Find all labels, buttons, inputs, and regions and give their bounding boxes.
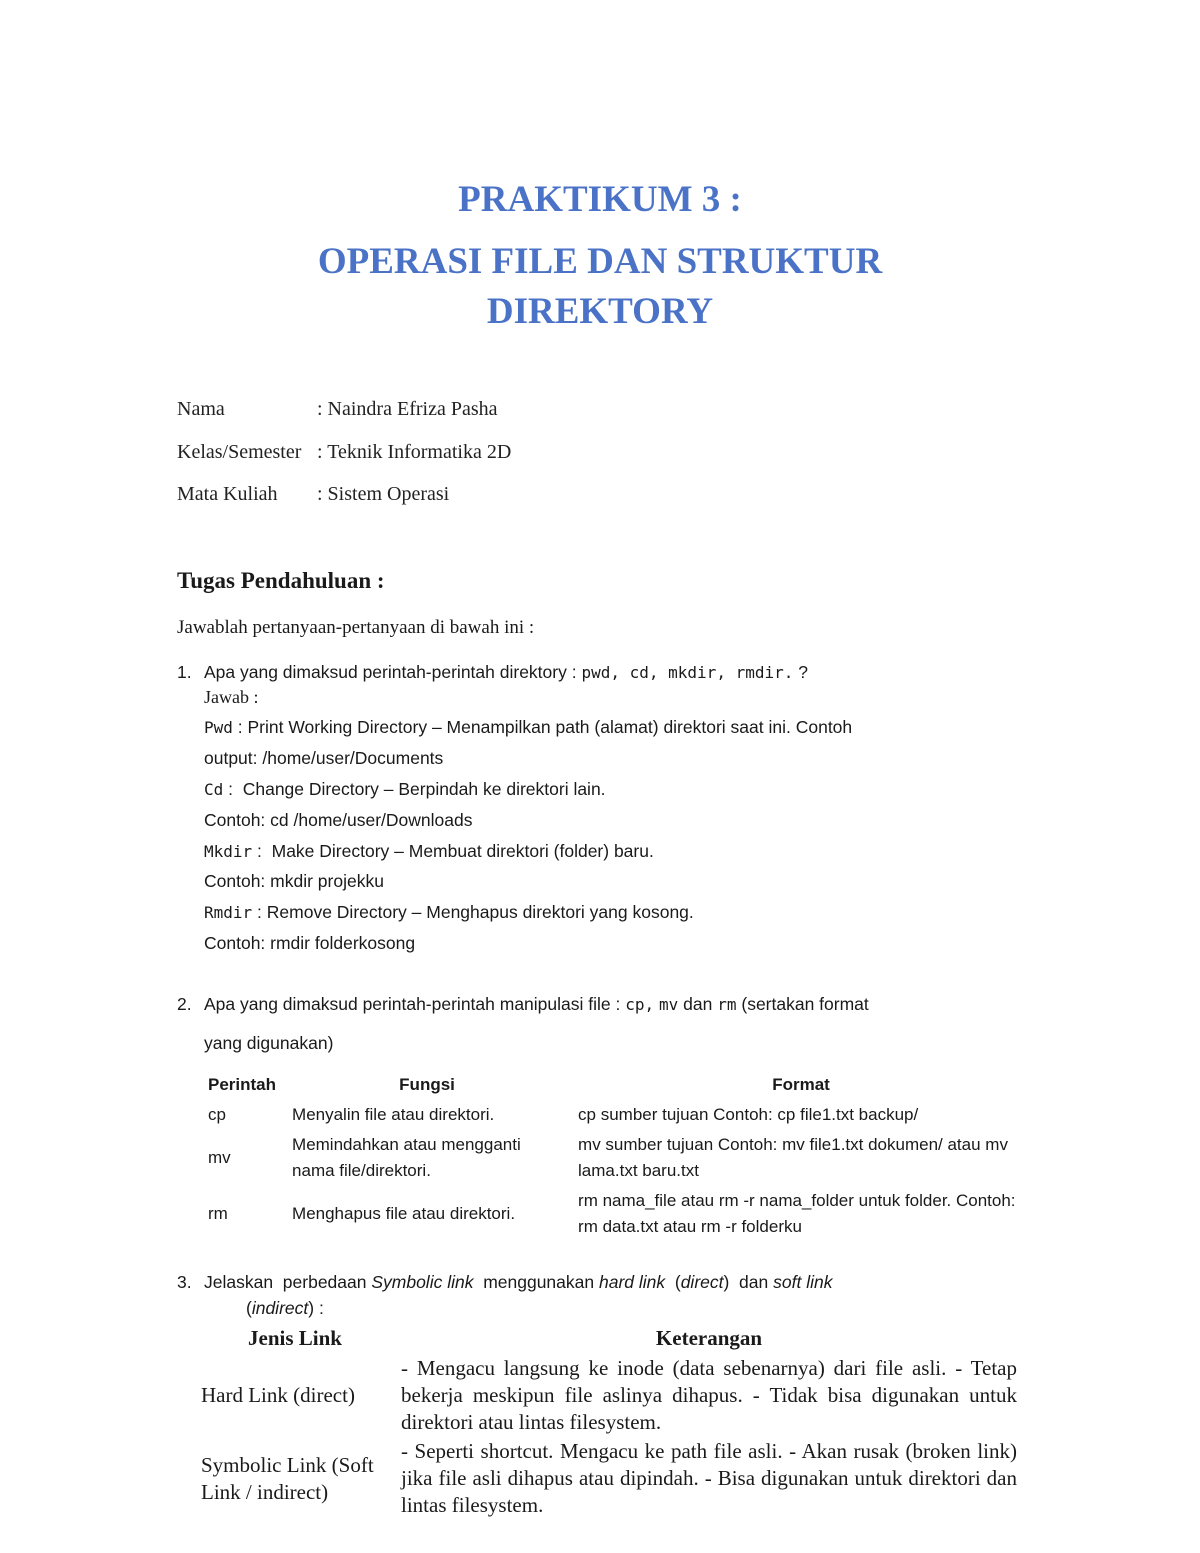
table-header-fungsi: Fungsi [399, 1075, 455, 1094]
q1-item-mkdir [204, 841, 654, 862]
q2-number: 2. [177, 994, 192, 1014]
identity-class-value: : Teknik Informatika 2D [317, 441, 512, 463]
title-line-2: OPERASI FILE DAN STRUKTUR [317, 241, 883, 282]
q3-part-3: ( [665, 1272, 681, 1292]
q3-italic-symbolic: Symbolic link [371, 1272, 474, 1292]
q3-line2-open: ( [246, 1298, 252, 1318]
table-cell-jenis: Hard Link (direct) [201, 1383, 355, 1407]
q1-item-mkdir-cmd: Mkdir [204, 842, 253, 861]
q1-text: Apa yang dimaksud perintah-perintah direktory : [204, 662, 577, 682]
identity-name-label: Nama [177, 398, 225, 420]
q1-item-mkdir-desc: Make Directory – Membuat direktori (folder) baru. [271, 841, 654, 861]
q1-item-rmdir-sep: : [252, 902, 267, 922]
table-cell-keterangan: - Seperti shortcut. Mengacu ke path file asli. - Akan rusak (broken link) jika file asli dihapus atau dipindah. - Bisa digunakan untuk direktori dan lintas filesystem. [401, 1439, 1017, 1517]
identity-course-value: : Sistem Operasi [317, 483, 450, 505]
identity-name [177, 398, 497, 421]
identity-class [177, 441, 511, 464]
q1-item-cd-cmd: Cd [204, 780, 224, 799]
section-heading: Tugas Pendahuluan : [177, 568, 385, 593]
table-header-perintah: Perintah [208, 1075, 277, 1094]
title-line-1: PRAKTIKUM 3 : [458, 179, 742, 220]
q3-part-1: Jelaskan perbedaan [204, 1272, 372, 1292]
table-header-row [195, 1322, 1023, 1354]
q1-answer-label: Jawab : [204, 687, 259, 707]
q2-line-2: yang digunakan) [204, 1033, 334, 1053]
q3-italic-indirect: indirect [251, 1298, 309, 1318]
identity-course [177, 483, 449, 506]
q1-number: 1. [177, 662, 192, 682]
q1-item-pwd-desc: Print Working Directory – Menampilkan path (alamat) direktori saat ini. Contoh [247, 717, 853, 737]
q2-cmd-cp: cp, [625, 995, 655, 1014]
table-cell-format: rm nama_file atau rm -r nama_folder untuk folder. Contoh: rm data.txt atau rm -r folderku [578, 1191, 1016, 1236]
table-cell-format: cp sumber tujuan Contoh: cp file1.txt backup/ [578, 1105, 919, 1124]
q3-line-2 [246, 1298, 324, 1319]
table-cell-fungsi: Menghapus file atau direktori. [292, 1204, 516, 1223]
table-row [195, 1437, 1023, 1520]
table-cell-fungsi: Menyalin file atau direktori. [292, 1105, 495, 1124]
q2-question [204, 994, 869, 1015]
table-row [200, 1186, 1032, 1242]
table-cell-format: mv sumber tujuan Contoh: mv file1.txt dokumen/ atau mv lama.txt baru.txt [578, 1135, 1008, 1180]
q1-item-mkdir-sep: : [252, 841, 272, 861]
table-cell-fungsi: Memindahkan atau mengganti nama file/direktori. [292, 1135, 521, 1180]
q1-commands: pwd, cd, mkdir, rmdir. [581, 663, 794, 682]
table-header-row [200, 1070, 1032, 1100]
table-row [200, 1100, 1032, 1130]
commands-table [200, 1070, 1032, 1242]
q3-question [204, 1272, 832, 1293]
q1-item-rmdir-cmd: Rmdir [204, 903, 253, 922]
q1-item-rmdir [204, 902, 694, 923]
q1-item-rmdir-example: Contoh: rmdir folderkosong [204, 933, 416, 953]
q1-item-cd-desc: Change Directory – Berpindah ke direktori lain. [242, 779, 606, 799]
table-cell-keterangan: - Mengacu langsung ke inode (data sebenarnya) dari file asli. - Tetap bekerja meskipun file aslinya dihapus. - Tidak bisa digunakan untuk direktori atau lintas filesystem. [401, 1356, 1017, 1434]
table-header-format: Format [772, 1075, 830, 1094]
q2-cmd-mv: mv [659, 995, 679, 1014]
q2-tail: (sertakan format [741, 994, 869, 1014]
identity-name-value: : Naindra Efriza Pasha [317, 398, 498, 420]
q1-item-cd [204, 779, 606, 800]
table-cell-cmd: rm [208, 1204, 228, 1223]
table-row [200, 1130, 1032, 1186]
q3-italic-soft: soft link [773, 1272, 833, 1292]
q1-item-mkdir-example: Contoh: mkdir projekku [204, 871, 384, 891]
q3-line2-close: ) : [308, 1298, 324, 1318]
table-header-jenis: Jenis Link [248, 1325, 342, 1350]
q1-item-cd-sep: : [223, 779, 243, 799]
q1-end: ? [798, 662, 808, 682]
q2-cmd-rm: rm [717, 995, 737, 1014]
links-table [195, 1322, 1023, 1520]
identity-class-label: Kelas/Semester [177, 441, 302, 463]
q1-item-pwd-example: output: /home/user/Documents [204, 748, 444, 768]
title-line-3: DIREKTORY [486, 291, 714, 332]
section-intro: Jawablah pertanyaan-pertanyaan di bawah ini : [177, 617, 535, 638]
q3-part-2: menggunakan [473, 1272, 599, 1292]
q3-italic-hard: hard link [598, 1272, 666, 1292]
q2-text: Apa yang dimaksud perintah-perintah manipulasi file : [204, 994, 621, 1014]
q2-and: dan [683, 994, 713, 1014]
table-header-keterangan: Keterangan [655, 1325, 763, 1350]
q1-item-rmdir-desc: Remove Directory – Menghapus direktori yang kosong. [266, 902, 694, 922]
table-cell-jenis: Symbolic Link (Soft Link / indirect) [201, 1452, 374, 1504]
table-row [195, 1354, 1023, 1437]
q1-item-pwd-cmd: Pwd [204, 718, 233, 737]
table-cell-cmd: cp [208, 1105, 226, 1124]
q3-number: 3. [177, 1272, 192, 1292]
q3-part-4: ) dan [723, 1272, 774, 1292]
q1-item-pwd [204, 717, 852, 738]
table-cell-cmd: mv [208, 1148, 231, 1167]
q1-question [204, 662, 808, 683]
identity-course-label: Mata Kuliah [177, 483, 278, 505]
q1-item-pwd-sep: : [232, 717, 248, 737]
q1-item-cd-example: Contoh: cd /home/user/Downloads [204, 810, 473, 830]
q3-italic-direct: direct [680, 1272, 724, 1292]
